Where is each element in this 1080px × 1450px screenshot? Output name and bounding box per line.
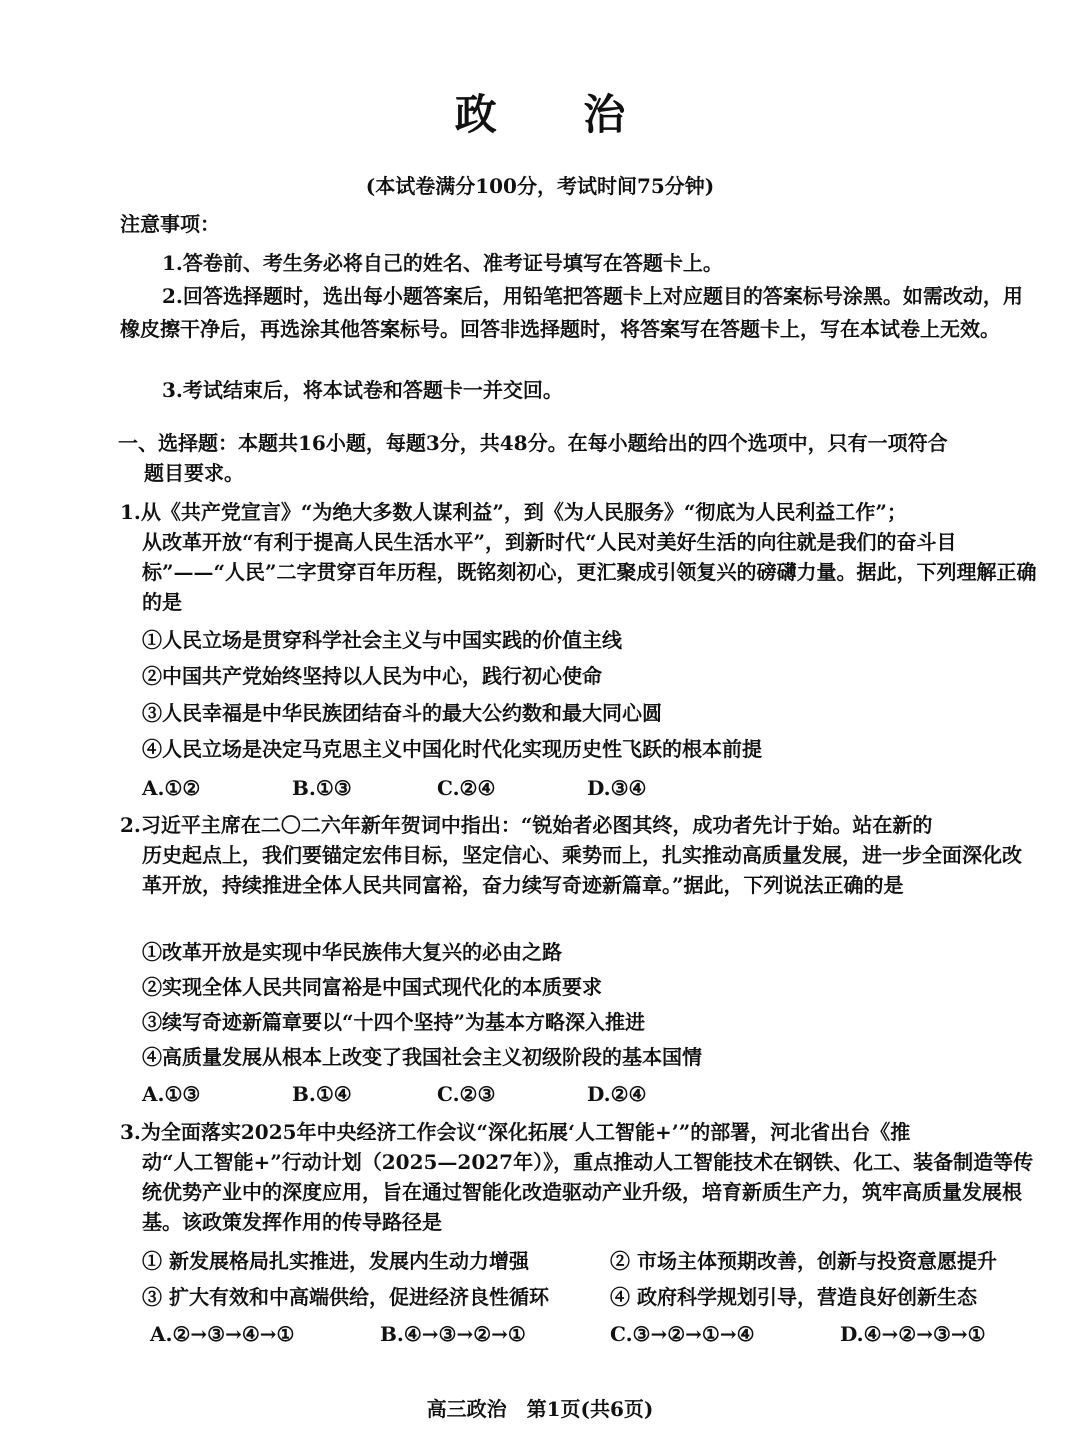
- notice-heading: 注意事项：: [120, 212, 220, 236]
- question-2-choice-d: D.②④: [587, 1082, 647, 1106]
- question-1-stem: [120, 497, 1038, 617]
- question-1-first-line: 1.从《共产党宣言》“为绝大多数人谋利益”，到《为人民服务》“彻底为人民利益工作”；: [120, 500, 907, 524]
- question-1-option-1: ①人民立场是贯穿科学社会主义与中国实践的价值主线: [142, 628, 622, 652]
- question-3-option-4: ④ 政府科学规划引导，营造良好创新生态: [610, 1285, 977, 1309]
- question-1-choice-a: A.①②: [142, 776, 201, 800]
- question-3-choice-c: C.③→②→①→④: [610, 1322, 755, 1346]
- question-3-stem: [120, 1117, 1038, 1237]
- question-3-choice-d: D.④→②→③→①: [840, 1322, 986, 1346]
- notice-item-3: 3.考试结束后，将本试卷和答题卡一并交回。: [162, 378, 563, 402]
- question-2-option-2: ②实现全体人民共同富裕是中国式现代化的本质要求: [142, 975, 602, 999]
- question-1-option-3: ③人民幸福是中华民族团结奋斗的最大公约数和最大同心圆: [142, 701, 662, 725]
- question-2-first-line: 2.习近平主席在二〇二六年新年贺词中指出：“锐始者必图其终，成功者先计于始。站在新的: [120, 813, 933, 837]
- question-2-choice-c: C.②③: [437, 1082, 496, 1106]
- page-footer: 高三政治 第1页(共6页): [426, 1397, 654, 1421]
- question-1-option-4: ④人民立场是决定马克思主义中国化时代化实现历史性飞跃的根本前提: [142, 737, 762, 761]
- question-3-option-1: ① 新发展格局扎实推进，发展内生动力增强: [142, 1249, 529, 1273]
- question-2-option-4: ④高质量发展从根本上改变了我国社会主义初级阶段的基本国情: [142, 1045, 702, 1069]
- section-heading-line1: 一、选择题：本题共16小题，每题3分，共48分。在每小题给出的四个选项中，只有一项符合: [118, 431, 948, 455]
- question-3-first-line: 3.为全面落实2025年中央经济工作会议“深化拓展‘人工智能+’”的部署，河北省出台《推: [120, 1120, 911, 1144]
- question-3-rest: 动“人工智能+”行动计划（2025—2027年）》，重点推动人工智能技术在钢铁、化工、装备制造等传统优势产业中的深度应用，旨在通过智能化改造驱动产业升级，培育新质生产力，筑牢高质量发展根基。该政策发挥作用的传导路径是: [142, 1150, 1034, 1234]
- question-3-choice-b: B.④→③→②→①: [380, 1322, 526, 1346]
- question-2-option-1: ①改革开放是实现中华民族伟大复兴的必由之路: [142, 940, 562, 964]
- section-heading-line2: 题目要求。: [144, 461, 244, 485]
- question-2-stem: [120, 810, 1038, 900]
- notice-item-1: 1.答卷前、考生务必将自己的姓名、准考证号填写在答题卡上。: [162, 251, 723, 275]
- question-1-choice-c: C.②④: [437, 776, 496, 800]
- notice-item-2: 2.回答选择题时，选出每小题答案后，用铅笔把答题卡上对应题目的答案标号涂黑。如需改动，用橡皮擦干净后，再选涂其他答案标号。回答非选择题时，将答案写在答题卡上，写在本试卷上无效。: [120, 284, 1023, 341]
- page-title: 政 治: [454, 90, 662, 139]
- section-heading: [118, 428, 1036, 488]
- question-2-option-3: ③续写奇迹新篇章要以“十四个坚持”为基本方略深入推进: [142, 1010, 646, 1034]
- question-1-choice-d: D.③④: [587, 776, 647, 800]
- question-3-choice-a: A.②→③→④→①: [150, 1322, 295, 1346]
- question-1-choice-b: B.①③: [292, 776, 352, 800]
- question-2-rest: 历史起点上，我们要锚定宏伟目标，坚定信心、乘势而上，扎实推动高质量发展，进一步全面深化改革开放，持续推进全体人民共同富裕，奋力续写奇迹新篇章。”据此，下列说法正确的是: [142, 843, 1022, 897]
- question-1-option-2: ②中国共产党始终坚持以人民为中心，践行初心使命: [142, 664, 602, 688]
- exam-info: (本试卷满分100分，考试时间75分钟): [365, 174, 715, 198]
- question-3-option-3: ③ 扩大有效和中高端供给，促进经济良性循环: [142, 1285, 549, 1309]
- question-2-choice-b: B.①④: [292, 1082, 352, 1106]
- question-2-choice-a: A.①③: [142, 1082, 201, 1106]
- question-1-rest: 从改革开放“有利于提高人民生活水平”，到新时代“人民对美好生活的向往就是我们的奋斗目标”——“人民”二字贯穿百年历程，既铭刻初心，更汇聚成引领复兴的磅礴力量。据此，下列理解正确的是: [142, 530, 1037, 614]
- question-3-option-2: ② 市场主体预期改善，创新与投资意愿提升: [610, 1249, 997, 1273]
